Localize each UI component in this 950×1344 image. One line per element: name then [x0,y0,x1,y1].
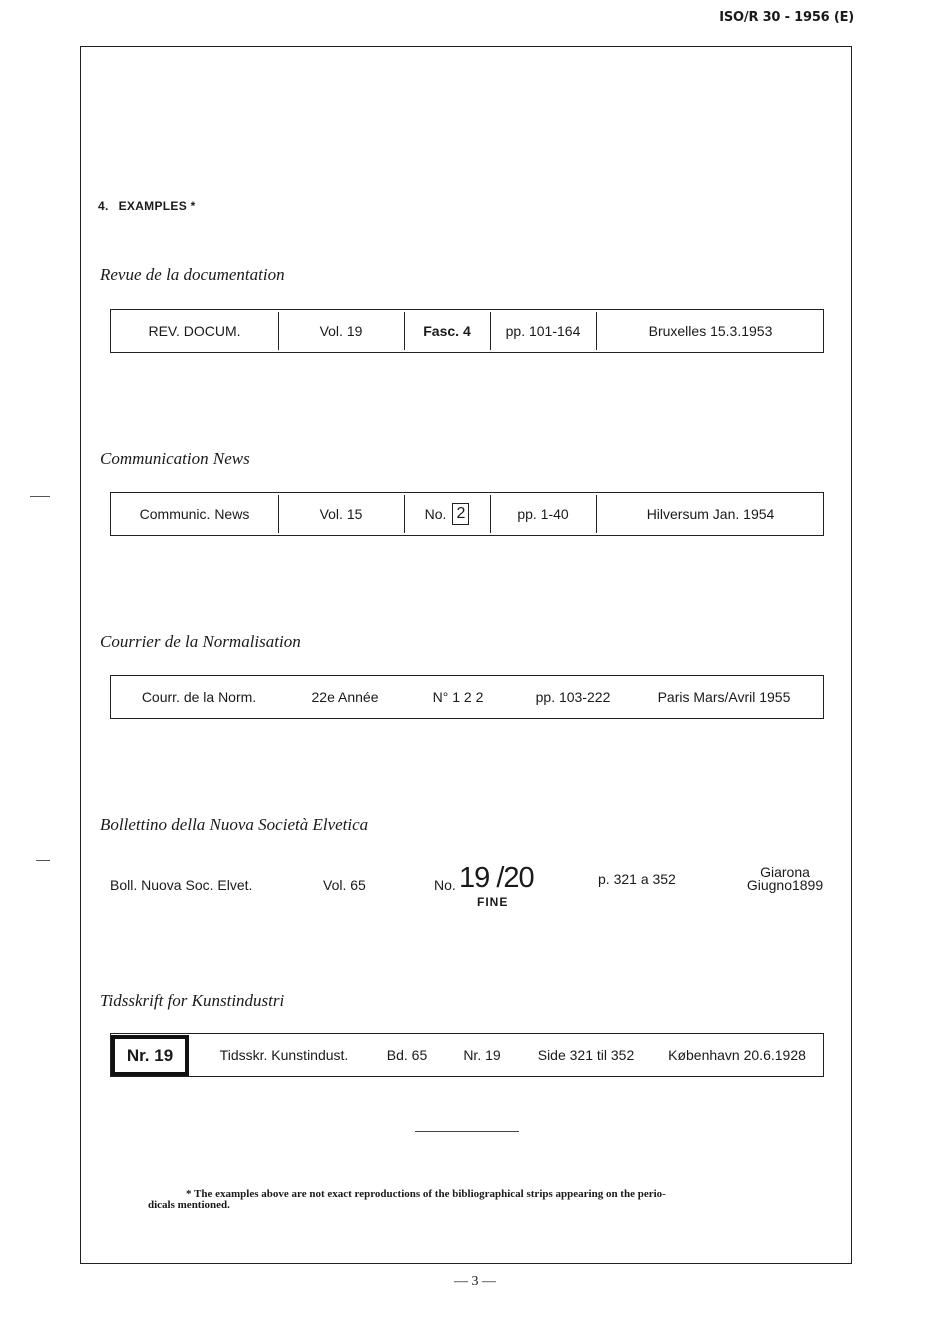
strip-cell-place-date: Bruxelles 15.3.1953 [648,323,773,339]
strip-cell-issue [404,493,490,535]
strip-cell-volume: Vol. 19 [319,323,363,339]
issue-label: No. [424,506,447,522]
page-number: — 3 — [454,1274,496,1289]
strip-cell-pages: pp. 101-164 [505,323,581,339]
strip-cell-volume: 22e Année [311,689,379,705]
strip-cell-pages: pp. 1-40 [517,506,569,522]
strip-cell-place-date: Hilversum Jan. 1954 [646,506,775,522]
strip-cell-issue: Fasc. 4 [423,323,471,339]
footnote [148,1189,778,1211]
example-title: Revue de la documentation [100,265,285,284]
strip-cell-abbrev: REV. DOCUM. [148,323,241,339]
strip-cell-abbrev: Tidsskr. Kunstindust. [219,1047,349,1063]
divider [415,1131,519,1132]
section-number: 4. [98,199,109,213]
issue-number-large: 19 /20 [459,862,534,894]
strip-cell-abbrev: Courr. de la Norm. [141,689,257,705]
example-title: Bollettino della Nuova Società Elvetica [100,815,369,834]
example-title: Communication News [100,449,250,468]
strip-cell-volume: Vol. 65 [323,877,366,893]
strip-cell-abbrev: Communic. News [139,506,250,522]
issue-label: No. [434,877,456,893]
strip-cell-place-date: København 20.6.1928 [668,1047,806,1063]
strip-cell-pages: Side 321 til 352 [537,1047,635,1063]
example-title: Courrier de la Normalisation [100,632,301,651]
bibliographic-strip [110,1033,824,1077]
footnote-line-1: * The examples above are not exact reproductions of the bibliographical strips appearing on the perio- [186,1188,666,1200]
bibliographic-strip [110,675,824,719]
boxed-issue-number: 2 [452,503,469,525]
issue-sublabel: FINE [477,895,509,909]
strip-cell-pages: pp. 103-222 [535,689,611,705]
strip-cell-date: Giugno1899 [746,877,824,893]
strip-cell-issue: Nr. 19 [463,1047,501,1063]
standard-identifier: ISO/R 30 - 1956 (E) [719,10,854,25]
strip-cell-pages: p. 321 a 352 [598,871,676,887]
bibliographic-strip [110,492,824,536]
footnote-line-2: dicals mentioned. [148,1199,230,1211]
strip-cell-place-date: Paris Mars/Avril 1955 [657,689,791,705]
strip-cell-issue: N° 1 2 2 [432,689,484,705]
section-heading [98,199,196,213]
margin-mark [36,860,50,861]
margin-mark [30,496,50,497]
example-title: Tidsskrift for Kunstindustri [100,991,285,1010]
page-frame [80,46,852,1264]
strip-cell-volume: Vol. 15 [319,506,363,522]
strip-cell-abbrev: Boll. Nuova Soc. Elvet. [110,877,253,893]
strip-cell-volume: Bd. 65 [386,1047,428,1063]
bibliographic-strip [110,309,824,353]
section-title: EXAMPLES * [118,199,196,213]
issue-badge: Nr. 19 [111,1035,189,1076]
strip-cell-place: Giarona [760,864,810,880]
